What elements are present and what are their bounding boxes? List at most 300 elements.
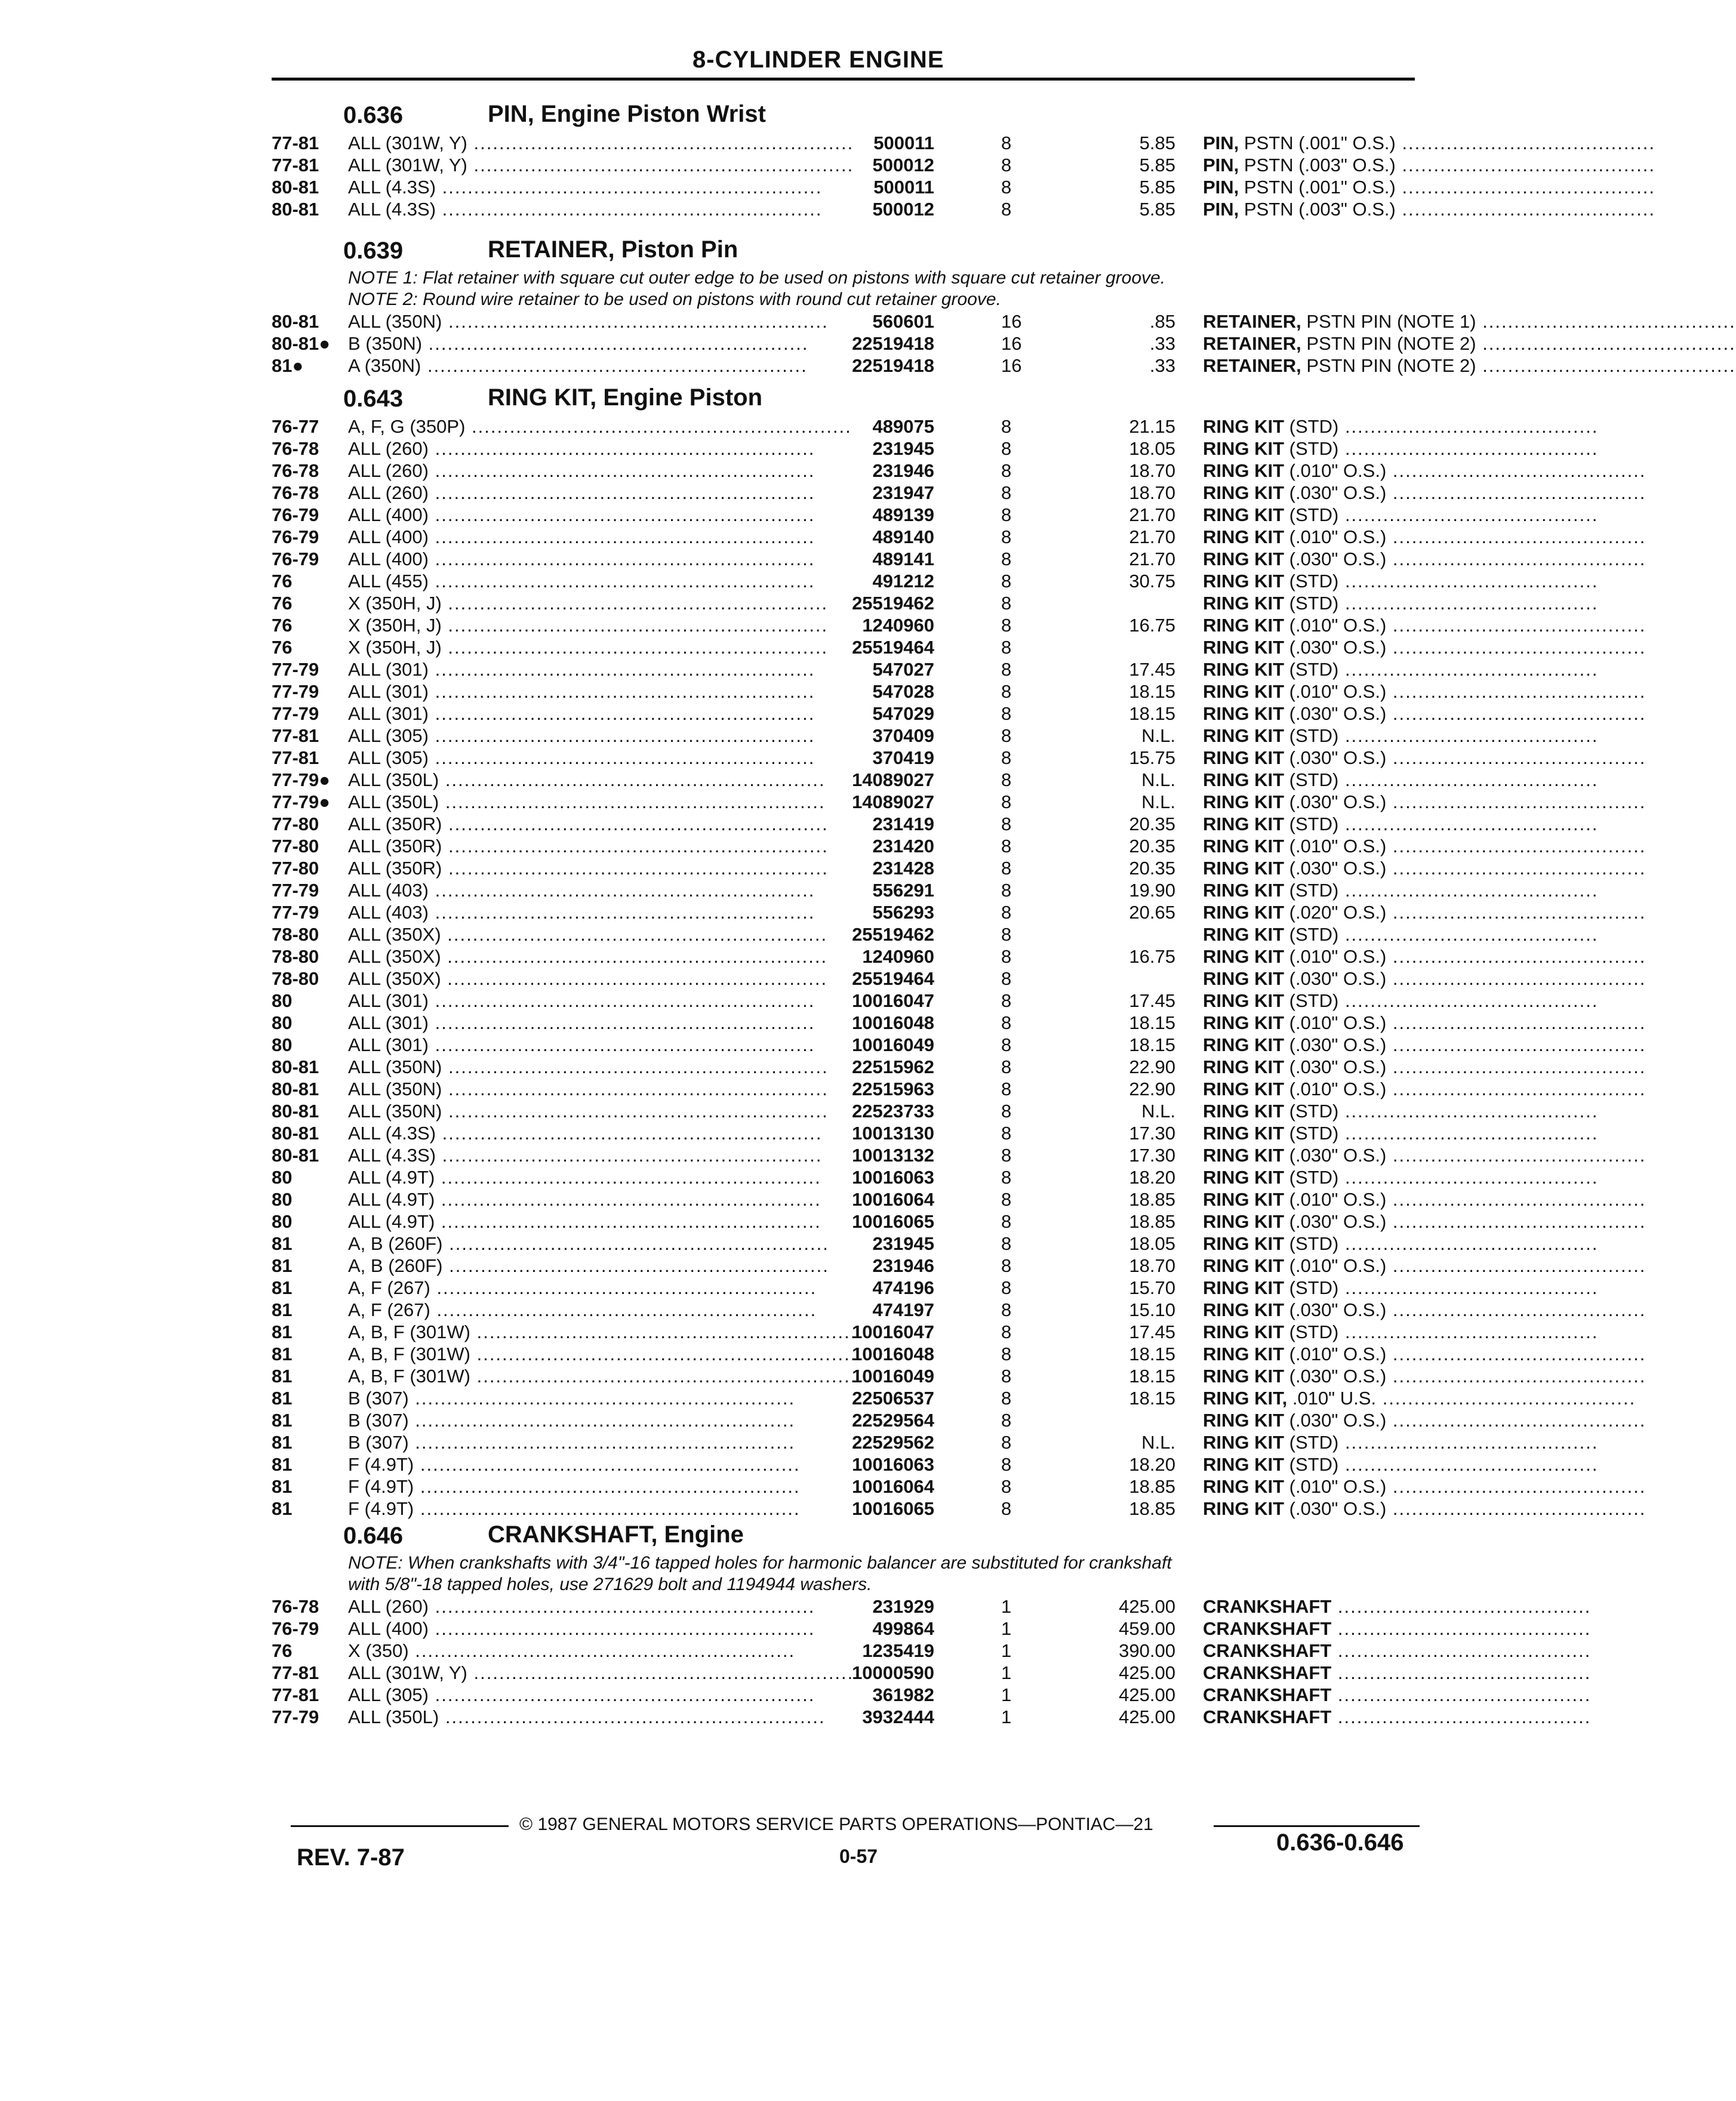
model-year: 77-79 [272,703,319,724]
leader-dots: ............................................................ [439,769,826,790]
application-cell [348,1321,934,1343]
table-row [272,526,1646,548]
description: (STD) [1284,1432,1339,1453]
leader-dots: ............................................................ [429,725,815,746]
leader-dots: ........................................ [1338,1321,1599,1342]
application: ALL (301) [348,681,429,702]
application: ALL (455) [348,571,429,592]
part-number: 231945 [872,438,934,459]
quantity: 8 [1001,1388,1012,1409]
description-bold: RING KIT [1203,946,1285,967]
table-row [272,857,1646,879]
model-year: 81 [272,1344,293,1364]
description: (.030" O.S.) [1284,637,1387,658]
price: 5.85 [1139,199,1175,220]
table-row [272,438,1599,460]
application-cell [348,592,934,614]
table-row [272,548,1646,570]
application-cell [348,1078,934,1100]
quantity: 8 [1001,1211,1012,1232]
leader-dots: ............................................................ [465,416,852,437]
description-cell [1203,1409,1646,1431]
leader-dots: ............................................................ [429,460,815,481]
application: ALL (301W, Y) [348,155,467,175]
leader-dots: ............................................................ [430,1299,817,1320]
model-year: 80 [272,1034,293,1055]
quantity: 8 [1001,747,1012,768]
description-bold: RING KIT [1203,836,1285,857]
description: (.010" O.S.) [1284,946,1387,967]
part-number: 474197 [872,1299,934,1320]
part-number: 1240960 [862,946,934,967]
price: 20.35 [1129,836,1175,857]
table-row [272,1233,1599,1255]
description-bold: RETAINER, [1203,355,1301,376]
model-year: 81 [272,1410,293,1431]
leader-dots: ............................................................ [442,858,829,879]
description-cell [1203,415,1599,438]
description: (.030" O.S.) [1284,1034,1387,1055]
leader-dots: ............................................................ [436,177,823,198]
description-cell [1203,198,1655,220]
model-year: 80-81 [272,1056,319,1077]
model-year: 77-79 [272,1706,319,1727]
model-year: 77-79 [272,902,319,923]
model-year: 76-78 [272,482,319,503]
part-number: 489140 [872,526,934,547]
application-cell [348,1188,934,1210]
leader-dots: ............................................................ [439,791,826,812]
application: ALL (305) [348,747,429,768]
description-cell [1203,1210,1646,1233]
price: 22.90 [1129,1079,1175,1099]
leader-dots: ........................................ [1338,1432,1599,1453]
description-cell [1203,658,1599,680]
part-number: 500012 [872,199,934,220]
table-row [272,923,1599,945]
application-cell [348,614,934,636]
description: (.010" O.S.) [1284,615,1387,636]
table-row [272,1453,1599,1475]
model-year: 81 [272,1299,293,1320]
table-row [272,355,1736,377]
application-cell [348,1640,934,1662]
leader-dots: ............................................................ [429,1596,815,1617]
description-cell [1203,813,1599,835]
model-year: 80-81 [272,199,319,220]
model-year: 81 [272,1277,293,1298]
part-number: 14089027 [852,769,934,790]
description: (STD) [1284,1321,1339,1342]
application: ALL (403) [348,902,429,923]
description-bold: RING KIT [1203,482,1285,503]
quantity: 8 [1001,1189,1012,1210]
application-cell [348,548,934,570]
price: 21.15 [1129,416,1175,437]
description-cell [1203,1255,1646,1277]
table-row [272,813,1599,835]
description-bold: RING KIT [1203,1101,1285,1122]
application-cell [348,1706,934,1728]
leader-dots: ........................................ [1386,968,1646,989]
description-bold: CRANKSHAFT [1203,1618,1332,1639]
leader-dots: ........................................ [1395,155,1655,175]
table-row [272,570,1599,592]
model-year: 78-80 [272,968,319,989]
description: (.030" O.S.) [1284,1145,1387,1166]
price: 20.65 [1129,902,1175,923]
quantity: 8 [1001,199,1012,220]
application-cell [348,813,934,835]
description-cell [1203,1012,1646,1034]
quantity: 8 [1001,438,1012,459]
price: 20.35 [1129,814,1175,834]
part-number: 500011 [873,177,934,198]
leader-dots: ............................................................ [442,1079,829,1099]
part-number: 474196 [872,1277,934,1298]
model-year: 81● [272,355,304,376]
model-year: 76-79 [272,549,319,569]
quantity: 16 [1001,311,1022,332]
quantity: 8 [1001,177,1012,198]
quantity: 1 [1001,1596,1012,1617]
price: 18.85 [1129,1498,1175,1519]
description: (.010" O.S.) [1284,460,1387,481]
application: ALL (400) [348,1618,429,1639]
price: 21.70 [1129,526,1175,547]
leader-dots: ........................................ [1386,681,1646,702]
application: A, F (267) [348,1299,430,1320]
application-cell [348,310,934,332]
application: ALL (301W, Y) [348,133,467,153]
leader-dots: ........................................ [1376,1388,1636,1409]
quantity: 16 [1001,355,1022,376]
application: ALL (4.9T) [348,1189,435,1210]
leader-dots: ............................................................ [441,968,828,989]
quantity: 8 [1001,1123,1012,1144]
price: 5.85 [1139,177,1175,198]
description-cell [1203,990,1599,1012]
application: ALL (350X) [348,946,441,967]
part-number: 1240960 [862,615,934,636]
price: 18.85 [1129,1211,1175,1232]
description-cell [1203,154,1655,176]
part-number: 231946 [872,1255,934,1276]
model-year: 80-81 [272,177,319,198]
description-bold: RING KIT [1203,1211,1285,1232]
model-year: 81 [272,1454,293,1475]
part-number: 10016048 [852,1344,934,1364]
leader-dots: ............................................................ [441,946,828,967]
description-bold: CRANKSHAFT [1203,1706,1332,1727]
description: PSTN PIN (NOTE 2) [1301,333,1476,354]
part-number: 22515962 [852,1056,934,1077]
table-row [272,1431,1599,1453]
description-bold: RING KIT [1203,1167,1285,1188]
description-cell [1203,1365,1646,1387]
part-number: 14089027 [852,791,934,812]
application: ALL (350X) [348,924,441,945]
application-cell [348,1409,934,1431]
description-cell [1203,1431,1599,1453]
quantity: 8 [1001,1034,1012,1055]
model-year: 77-81 [272,747,319,768]
price: 16.75 [1129,615,1175,636]
description-cell [1203,1684,1592,1706]
model-year: 77-79 [272,681,319,702]
leader-dots: ........................................ [1386,1255,1646,1276]
application-cell [348,1387,934,1409]
application: A, B, F (301W) [348,1321,470,1342]
application: ALL (301) [348,990,429,1011]
description-cell [1203,1233,1599,1255]
quantity: 8 [1001,990,1012,1011]
description-cell [1203,835,1646,857]
price: 15.10 [1129,1299,1175,1320]
leader-dots: ............................................................ [429,1034,815,1055]
application: ALL (305) [348,725,429,746]
quantity: 8 [1001,946,1012,967]
section-title: PIN, Engine Piston Wrist [488,101,766,127]
model-year: 77-79 [272,880,319,901]
description-cell [1203,945,1646,968]
table-row [272,1662,1592,1684]
application: ALL (4.3S) [348,177,436,198]
section-number: 0.636 [343,102,404,128]
model-year: 80-81 [272,1101,319,1122]
leader-dots: ........................................ [1338,769,1599,790]
table-row [272,1277,1599,1299]
table-row [272,1144,1646,1166]
model-year: 77-79 [272,659,319,680]
quantity: 1 [1001,1640,1012,1661]
description: PSTN (.001" O.S.) [1239,177,1396,198]
description-bold: PIN, [1203,177,1239,198]
quantity: 1 [1001,1618,1012,1639]
leader-dots: ........................................ [1338,416,1599,437]
description-bold: RING KIT [1203,1299,1285,1320]
section-title: RING KIT, Engine Piston [488,384,763,411]
leader-dots: ............................................................ [435,1167,821,1188]
description: (.030" O.S.) [1284,1211,1387,1232]
quantity: 1 [1001,1706,1012,1727]
table-row [272,415,1599,438]
quantity: 8 [1001,1167,1012,1188]
model-year: 78-80 [272,924,319,945]
model-year: 76-78 [272,460,319,481]
table-row [272,1056,1646,1078]
quantity: 8 [1001,1344,1012,1364]
part-number: 3932444 [862,1706,934,1727]
leader-dots: ............................................................ [414,1498,801,1519]
description-bold: RING KIT [1203,924,1285,945]
description: (STD) [1284,571,1339,592]
description-bold: RETAINER, [1203,311,1301,332]
price: N.L. [1141,791,1175,812]
description-bold: RING KIT [1203,1123,1285,1144]
quantity: 8 [1001,460,1012,481]
description-bold: RING KIT [1203,880,1285,901]
application: A, B, F (301W) [348,1366,470,1387]
part-number: 491212 [872,571,934,592]
application: ALL (400) [348,526,429,547]
section-note: NOTE: When crankshafts with 3/4"-16 tapped holes for harmonic balancer are substituted for crankshaft [348,1553,1172,1573]
description-cell [1203,310,1736,332]
description-cell [1203,1299,1646,1321]
description-bold: RING KIT [1203,791,1285,812]
leader-dots: ............................................................ [435,1189,821,1210]
application: F (4.9T) [348,1498,414,1519]
description: (.030" O.S.) [1284,1299,1387,1320]
table-row [272,1706,1592,1728]
application-cell [348,636,934,658]
description-cell [1203,460,1646,482]
application: A, B, F (301W) [348,1344,470,1364]
model-year: 76-79 [272,1618,319,1639]
description: (STD) [1284,924,1339,945]
application: A, B (260F) [348,1233,443,1254]
leader-dots: ............................................................ [429,880,815,901]
price: 17.45 [1129,990,1175,1011]
description: (.030" O.S.) [1284,1498,1387,1519]
quantity: 8 [1001,703,1012,724]
description-bold: RING KIT [1203,1056,1285,1077]
leader-dots: ........................................ [1386,1211,1646,1232]
model-year: 77-81 [272,725,319,746]
leader-dots: ........................................ [1338,990,1599,1011]
part-number: 231947 [872,482,934,503]
model-year: 76 [272,571,293,592]
description-cell [1203,1387,1636,1409]
description-cell [1203,791,1646,813]
model-year: 80-81 [272,1145,319,1166]
section-0-643 [272,382,1646,1520]
model-year: 81 [272,1255,293,1276]
description-cell [1203,132,1655,154]
description-bold: RING KIT [1203,1145,1285,1166]
table-row [272,945,1646,968]
description-cell [1203,355,1736,377]
description: (.010" O.S.) [1284,526,1387,547]
description-bold: RING KIT [1203,526,1285,547]
application-cell [348,1255,934,1277]
description: (.020" O.S.) [1284,902,1387,923]
description-bold: CRANKSHAFT [1203,1662,1332,1683]
header-rule [272,78,1415,81]
quantity: 8 [1001,791,1012,812]
leader-dots: ............................................................ [441,593,829,614]
leader-dots: ............................................................ [441,615,829,636]
description-bold: RING KIT [1203,1189,1285,1210]
quantity: 8 [1001,1299,1012,1320]
model-year: 76 [272,637,293,658]
quantity: 8 [1001,1255,1012,1276]
footer-rule-left [291,1825,509,1827]
description-bold: CRANKSHAFT [1203,1640,1332,1661]
price: 18.70 [1129,482,1175,503]
application-cell [348,1233,934,1255]
application-cell [348,680,934,703]
part-number: 10013130 [852,1123,934,1144]
model-year: 81 [272,1498,293,1519]
footer-copyright: © 1987 GENERAL MOTORS SERVICE PARTS OPERATIONS—PONTIAC—21 [519,1815,1153,1834]
application: B (307) [348,1432,409,1453]
leader-dots: ............................................................ [470,1366,857,1387]
model-year: 77-81 [272,155,319,175]
leader-dots: ........................................ [1386,1498,1646,1519]
leader-dots: ........................................ [1395,133,1655,153]
description-bold: PIN, [1203,133,1239,153]
leader-dots: ............................................................ [429,1618,815,1639]
leader-dots: ............................................................ [408,1388,796,1409]
part-number: 10016063 [852,1454,934,1475]
application: ALL (301W, Y) [348,1662,467,1683]
application: F (4.9T) [348,1454,414,1475]
leader-dots: ............................................................ [442,311,829,332]
application-cell [348,132,934,154]
application: B (350N) [348,333,423,354]
price: 15.70 [1129,1277,1175,1298]
application-cell [348,1034,934,1056]
description: (STD) [1284,814,1339,834]
table-row [272,504,1599,526]
application-cell [348,1498,934,1520]
price: 19.90 [1129,880,1175,901]
section-note: NOTE 1: Flat retainer with square cut outer edge to be used on pistons with square cut retainer groove. [348,268,1166,288]
description-bold: RING KIT [1203,571,1285,592]
application: X (350H, J) [348,593,442,614]
description: (STD) [1284,1167,1339,1188]
description-cell [1203,1618,1592,1640]
leader-dots: ............................................................ [429,438,815,459]
application-cell [348,176,934,198]
model-year: 78-80 [272,946,319,967]
footer-page-number: 0-57 [839,1846,878,1867]
section-number: 0.643 [343,386,404,412]
part-number: 10016047 [852,990,934,1011]
description-cell [1203,592,1599,614]
description-cell [1203,1343,1646,1365]
model-year: 77-80 [272,814,319,834]
quantity: 8 [1001,1079,1012,1099]
leader-dots: ........................................ [1476,333,1736,354]
table-row [272,614,1646,636]
leader-dots: ............................................................ [436,1123,823,1144]
description-bold: RING KIT [1203,593,1285,614]
price: 425.00 [1119,1684,1175,1705]
leader-dots: ............................................................ [408,1432,796,1453]
part-number: 22519418 [852,333,934,354]
description-bold: RING KIT [1203,990,1285,1011]
application-cell [348,570,934,592]
quantity: 8 [1001,1012,1012,1033]
application-cell [348,990,934,1012]
part-number: 370419 [872,747,934,768]
description-bold: RING KIT, [1203,1388,1288,1409]
leader-dots: ............................................................ [441,924,828,945]
price: 18.15 [1129,1344,1175,1364]
description: PSTN (.003" O.S.) [1239,199,1396,220]
leader-dots: ............................................................ [408,1410,796,1431]
leader-dots: ........................................ [1338,1167,1599,1188]
description-cell [1203,725,1599,747]
leader-dots: ........................................ [1386,747,1646,768]
table-row [272,460,1646,482]
description-bold: RING KIT [1203,1432,1285,1453]
description-cell [1203,1188,1646,1210]
price: 18.85 [1129,1189,1175,1210]
application: ALL (350N) [348,1079,442,1099]
